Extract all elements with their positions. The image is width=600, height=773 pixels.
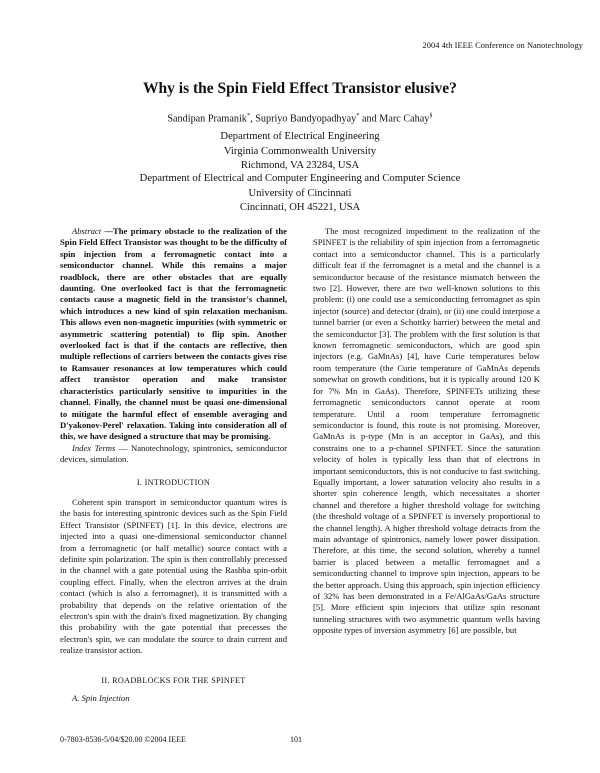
author-name: Sandipan Pramanik bbox=[167, 113, 247, 125]
affiliation-line: Richmond, VA 23284, USA bbox=[240, 160, 360, 172]
author-mark: § bbox=[429, 112, 433, 119]
affiliation-line: Department of Electrical and Computer Engineering and Computer Science bbox=[139, 173, 461, 184]
spin-injection-paragraph: The most recognized impediment to the realization of the SPINFET is the reliability of spin injection from a ferromagnetic contact into a semiconductor channel. This is a particularly difficult feat if the ferromagnet is a metal and the channel is a semiconductor because of the resistance mismatch between the two [2]. However, there are two well-known solutions to this problem: (i) one could use a semiconducting ferromagnet as spin injector (source) and detector (drain), or (ii) one could interpose a tunnel barrier (or even a Schottky barrier) between the metal and the semiconductor [3]. The problem with the first solution is that known ferromagnetic semiconductors, which are good spin injectors (e.g. GaMnAs) [4], have Curie temperatures below room temperature (the Curie temperature of GaMnAs depends somewhat on growth conditions, but it is typically around 120 K for 7% Mn in GaAs). Therefore, SPINFETs utilizing these ferromagnetic semiconductors cannot operate at room temperature. Until a room temperature ferromagnetic semiconductor is found, this route is not promising. Moreover, GaMnAs is p-type (Mn is an acceptor in GaAs), and this constrains one to a p-channel SPINFET. Since the saturation velocity of holes is typically less than that of electrons in important semiconductors, this is not conducive to fast switching. Equally important, a lower saturation velocity also results in a shorter spin coherence length, which necessitates a shorter channel and therefore a higher threshold voltage for switching (the threshold voltage of a SPINFET is inversely proportional to the channel length). A higher threshold voltage detracts from the main advantage of spintronics, namely lower power dissipation. Therefore, at this time, the second solution, whereby a tunnel barrier is placed between a metallic ferromagnet and a semiconducting channel to improve spin injection, appears to be the better approach. Using this approach, spin injection efficiency of 32% has been demonstrated in a Fe/AlGaAs/GaAs structure [5]. More efficient spin injectors that utilize spin resonant tunneling structures with two asymmetric quantum wells having opposite types of inversion asymmetry [6] are possible, but bbox=[313, 226, 540, 636]
author-name: Marc Cahay bbox=[379, 113, 430, 125]
affiliation-line: Virginia Commonwealth University bbox=[223, 145, 377, 157]
conference-header: 2004 4th IEEE Conference on Nanotechnology bbox=[422, 41, 583, 50]
paper-title: Why is the Spin Field Effect Transistor elusive? bbox=[143, 80, 457, 97]
index-terms-text: — Nanotechnology, spintronics, semiconductor devices, simulation. bbox=[60, 442, 287, 465]
abstract-text: —The primary obstacle to the realization of the Spin Field Effect Transistor was thought to be the difficulty of spin injection from a ferromagnetic contact into a semiconductor channel. While this remains a major roadblock, there are other obstacles that are equally daunting. One overlooked fact is that the ferromagnetic contacts cause a magnetic field in the transistor's channel, which introduces a new kind of spin relaxation mechanism. This allows even non-magnetic impurities (with symmetric or asymmetric scattering potential) to flip spin. Another overlooked fact is that if the contacts are reflective, then multiple reflections of carriers between the contacts gives rise to Ramsauer resonances at low temperatures which could affect transistor operation and make transistor characteristics particularly sensitive to impurities in the channel. Finally, the channel must be quasi one-dimensional to mitigate the harmful effect of ensemble averaging and D'yakonov-Perel' relaxation. Taking into consideration all of this, we have designed a structure that may be promising. bbox=[60, 226, 287, 442]
affiliation-line: Department of Electrical Engineering bbox=[220, 131, 380, 142]
intro-paragraph: Coherent spin transport in semiconductor quantum wires is the basis for interesting spintronic devices such as the Spin Field Effect Transistor (SPINFET) [1]. In this device, electrons are injected into a quasi one-dimensional semiconductor channel from a ferromagnetic (or half metallic) source contact with a definite spin polarization. The spin is then controllably precessed in the channel with a gate potential using the Rashba spin-orbit coupling effect. Finally, when the electron arrives at the drain contact (which is also a ferromagnet), it is transmitted with a probability that depends on the relative orientation of the electron's spin with the drain's fixed magnetization. By changing this probability with the gate potential that precesses the electron's spin, we can modulate the source to drain current and realize transistor action. bbox=[60, 496, 287, 656]
author-mark: * bbox=[356, 112, 360, 119]
affiliation-1 bbox=[0, 130, 600, 174]
index-terms-label: Index Terms bbox=[72, 442, 116, 453]
spin-injection-heading: A. Spin Injection bbox=[72, 693, 130, 704]
intro-heading: I. INTRODUCTION bbox=[136, 477, 211, 487]
right-column bbox=[313, 226, 540, 637]
roadblocks-heading: II. ROADBLOCKS FOR THE SPINFET bbox=[101, 675, 246, 685]
author-name: Supriyo Bandyopadhyay bbox=[255, 113, 357, 125]
author-line: Sandipan Pramanik*, Supriyo Bandyopadhyay* and Marc Cahay§ bbox=[167, 112, 433, 125]
author-conjunction: and bbox=[362, 113, 377, 125]
affiliation-2 bbox=[0, 172, 600, 216]
affiliation-line: Cincinnati, OH 45221, USA bbox=[239, 202, 361, 214]
left-column bbox=[60, 226, 287, 704]
page-number: 101 bbox=[290, 735, 302, 744]
abstract bbox=[60, 226, 287, 443]
index-terms bbox=[60, 443, 287, 466]
copyright-footer: 0-7803-8536-5/04/$20.00 ©2004 IEEE bbox=[60, 735, 186, 744]
author-mark: * bbox=[246, 112, 251, 119]
abstract-label: Abstract bbox=[72, 226, 102, 236]
affiliation-line: University of Cincinnati bbox=[248, 187, 352, 199]
